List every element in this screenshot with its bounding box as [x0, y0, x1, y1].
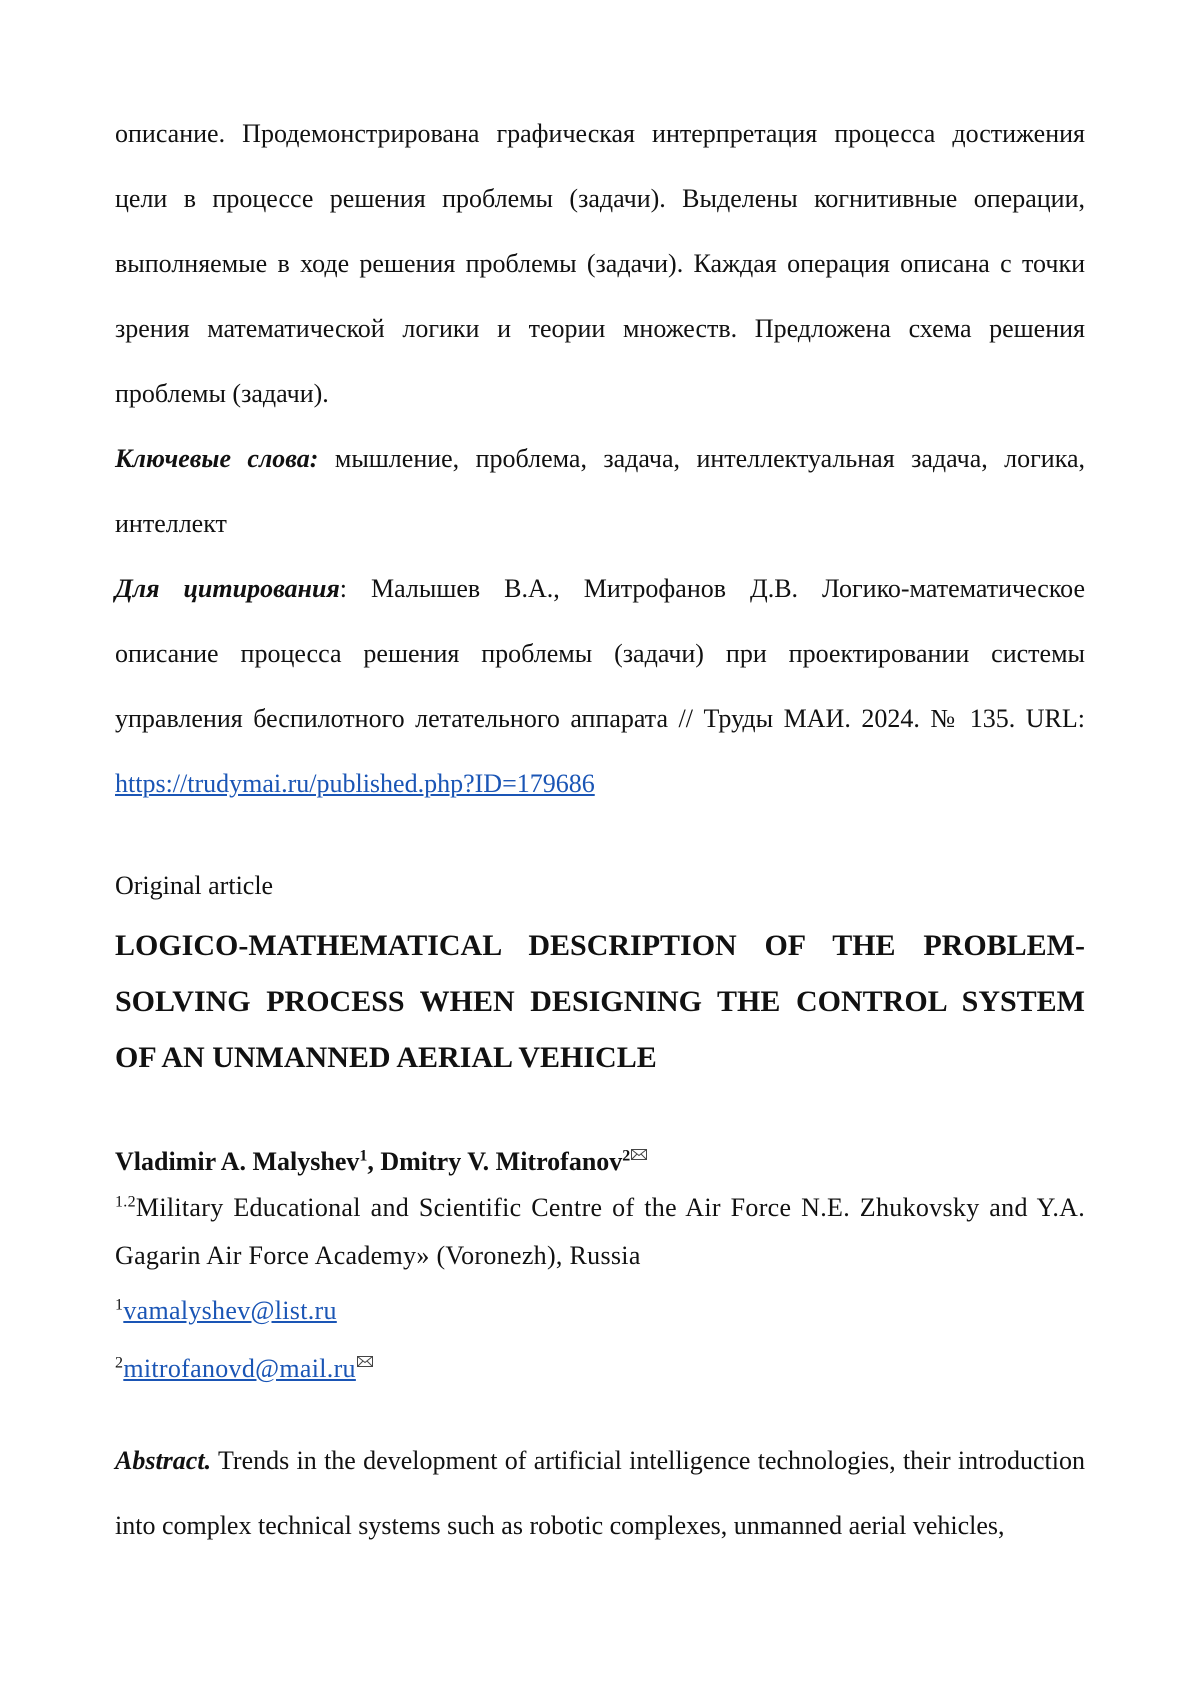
email2-link[interactable]: mitrofanovd@mail.ru [123, 1354, 356, 1383]
ru-keywords [115, 426, 1085, 556]
affiliation [115, 1184, 1085, 1280]
abstract-text: Trends in the development of artificial intelligence technologies, their introduction into complex technical systems such as robotic complexes, unmanned aerial vehicles, [115, 1446, 1086, 1540]
affiliation-sup: 1.2 [115, 1193, 136, 1211]
article-type: Original article [115, 871, 274, 900]
email1-sup: 1 [115, 1296, 124, 1314]
ru-abstract-continuation: описание. Продемонстрирована графическая интерпретация процесса достижения цели в процессе решения проблемы (задачи). Выделены когнитивные операции, выполняемые в ходе решения проблемы (задачи). Каждая операция описана с точки зрения математической логики и теории множеств. Предложена схема решения проблемы (задачи). [115, 119, 1085, 408]
keywords-text: мышление, проблема, задача, интеллектуальная задача, логика, интеллект [115, 444, 1086, 538]
email2-sup: 2 [115, 1354, 124, 1372]
article-title: LOGICO-MATHEMATICAL DESCRIPTION OF THE PROBLEM-SOLVING PROCESS WHEN DESIGNING THE CONTROL SYSTEM OF AN UNMANNED AERIAL VEHICLE [115, 929, 1085, 1074]
en-abstract [115, 1428, 1085, 1558]
citation-text: Малышев В.А., Митрофанов Д.В. Логико-математическое описание процесса решения проблемы (задачи) при проектировании системы управления беспилотного летательного аппарата // Труды МАИ. 2024. № 135. URL: [115, 574, 1085, 733]
email2-line [115, 1341, 373, 1387]
envelope-icon [631, 1134, 647, 1145]
citation-colon: : [339, 574, 348, 603]
abstract-label: Abstract. [115, 1446, 212, 1475]
author1-sup: 1 [359, 1147, 368, 1165]
email1-link[interactable]: vamalyshev@list.ru [123, 1296, 337, 1325]
citation-url-link[interactable]: https://trudymai.ru/published.php?ID=179686 [115, 769, 595, 798]
authors-line [115, 1134, 647, 1180]
ru-citation [115, 556, 1085, 816]
email1-line [115, 1293, 337, 1329]
author1-name: Vladimir A. Malyshev [115, 1147, 360, 1176]
author-separator: , [367, 1147, 381, 1176]
author2-sup: 2 [622, 1147, 631, 1165]
author2-name: Dmitry V. Mitrofanov [380, 1147, 623, 1176]
envelope-icon [357, 1341, 373, 1352]
affiliation-text: Military Educational and Scientific Centre of the Air Force N.E. Zhukovsky and Y.A. Gagarin Air Force Academy» (Voronezh), Russia [115, 1193, 1085, 1270]
keywords-label: Ключевые слова: [115, 444, 319, 473]
citation-label: Для цитирования [115, 574, 340, 603]
